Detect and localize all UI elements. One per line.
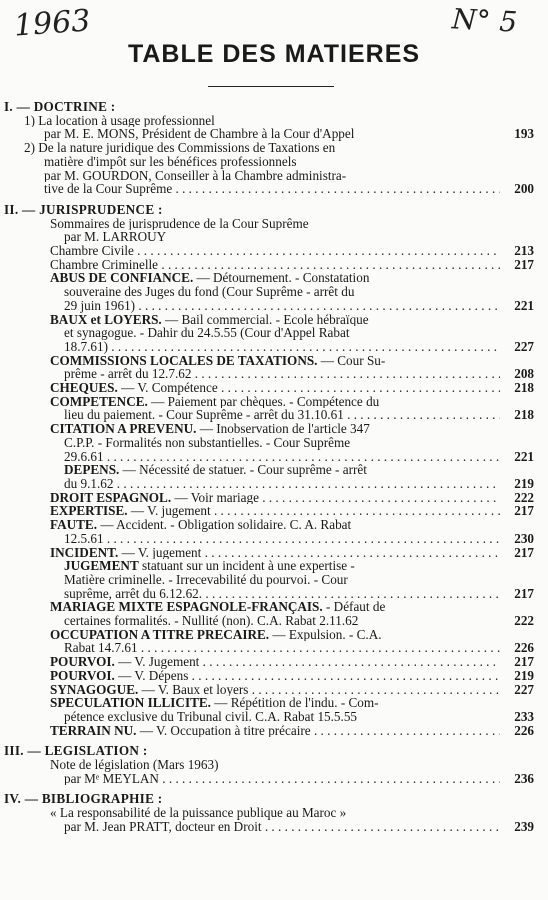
page-number: 200	[514, 181, 534, 197]
toc-entry	[4, 182, 534, 196]
toc-description: et synagogue. - Dahir du 24.5.55 (Cour d'Appel Rabat	[64, 326, 350, 340]
toc-keyword: OCCUPATION A TITRE PRECAIRE.	[50, 627, 270, 642]
page-number: 213	[514, 243, 534, 259]
toc-keyword: DEPENS.	[64, 463, 120, 477]
toc-description: Note de législation (Mars 1963)	[50, 758, 219, 772]
toc-description: 29.6.61	[64, 449, 104, 464]
toc-entry	[4, 436, 534, 450]
toc-entry-text	[64, 463, 367, 477]
toc-keyword: POURVOI.	[50, 655, 115, 669]
page-number: 217	[514, 585, 534, 601]
toc-entry	[4, 299, 534, 313]
toc-entry	[4, 641, 534, 655]
toc-description: du 9.1.62	[64, 476, 114, 491]
toc-entry-text	[50, 422, 370, 436]
page-number: 226	[514, 722, 534, 738]
toc-description: 2) De la nature juridique des Commissions de Taxations en	[24, 141, 336, 155]
toc-entry-text	[50, 546, 500, 560]
toc-description: — Cour Su-	[317, 353, 386, 368]
page-number: 227	[514, 681, 534, 697]
toc-entry	[4, 408, 534, 422]
toc-description: « La responsabilité de la puissance publique au Maroc »	[50, 806, 347, 820]
toc-description: suprême, arrêt du 6.12.62.	[64, 586, 203, 601]
toc-description: Chambre Civile	[50, 244, 134, 258]
toc-entry	[4, 806, 534, 820]
toc-entry	[4, 820, 534, 834]
toc-entry	[4, 127, 534, 141]
toc-description: — V. jugement	[118, 545, 202, 560]
toc-description: par M. Jean PRATT, docteur en Droit	[64, 819, 262, 834]
toc-entry-text	[64, 532, 500, 546]
toc-entry	[4, 758, 534, 772]
toc-entry-text	[50, 724, 500, 738]
toc-entry	[4, 628, 534, 642]
toc-description: par M. E. MONS, Président de Chambre à la Cour d'Appel	[44, 127, 355, 142]
toc-entry-text	[44, 127, 500, 141]
toc-description: par M. GOURDON, Conseiller à la Chambre administra-	[44, 168, 347, 183]
toc-entry-text	[50, 395, 379, 409]
toc-entry	[4, 244, 534, 258]
toc-entry-text	[64, 559, 355, 573]
toc-description: lieu du paiement. - Cour Suprême - arrêt du 31.10.61	[64, 408, 344, 423]
toc-entry	[4, 141, 534, 155]
toc-description: — V. Dépens	[114, 668, 189, 683]
toc-entry-text	[50, 600, 385, 614]
page-number: 219	[514, 667, 534, 683]
toc-entry	[4, 710, 534, 724]
toc-entry	[4, 669, 534, 683]
section-heading: III. — LEGISLATION :	[4, 744, 148, 759]
toc-description: — Expulsion. - C.A.	[269, 627, 382, 642]
toc-entry-text	[64, 408, 500, 422]
toc-description: Sommaires de jurisprudence de la Cour Suprême	[50, 216, 309, 231]
page-number: 217	[514, 256, 534, 272]
toc-keyword: TERRAIN NU.	[50, 723, 137, 738]
toc-description: — Bail commercial. - Ecole hébraïque	[161, 312, 369, 327]
toc-entry-text	[64, 573, 348, 587]
page-number: 221	[514, 448, 534, 464]
toc-description: — Répétition de l'indu. - Com-	[210, 696, 379, 710]
toc-keyword: CITATION A PREVENU.	[50, 422, 197, 436]
toc-entry	[4, 422, 534, 436]
page-title: TABLE DES MATIERES	[127, 40, 421, 68]
toc-entry-text	[50, 491, 500, 505]
page-number: 226	[514, 640, 534, 656]
table-of-contents	[4, 100, 534, 834]
toc-keyword: CHEQUES.	[50, 381, 118, 395]
toc-entry-text	[44, 182, 500, 196]
toc-entry-text	[50, 758, 218, 772]
toc-entry	[4, 463, 534, 477]
toc-entry-text	[64, 285, 354, 299]
toc-entry	[4, 614, 534, 628]
toc-entry-text	[50, 271, 369, 285]
toc-entry	[4, 477, 534, 491]
toc-description: — Voir mariage	[171, 490, 259, 505]
toc-keyword: EXPERTISE.	[50, 504, 128, 519]
toc-entry-text	[50, 669, 500, 683]
toc-entry	[4, 696, 534, 710]
toc-entry-text	[64, 450, 500, 464]
toc-keyword: FAUTE.	[50, 518, 98, 532]
toc-entry	[4, 504, 534, 518]
toc-keyword: DROIT ESPAGNOL.	[50, 490, 172, 505]
toc-entry-text	[50, 806, 346, 820]
page-number: 217	[514, 544, 534, 560]
toc-entry	[4, 573, 534, 587]
page-number: 218	[514, 380, 534, 396]
toc-keyword: INCIDENT.	[50, 545, 119, 560]
toc-description: C.P.P. - Formalités non substantielles. - Cour Suprême	[64, 435, 351, 450]
toc-entry-text	[50, 258, 500, 272]
toc-description: — V. Compétence	[117, 381, 218, 395]
toc-entry-text	[24, 114, 215, 128]
toc-entry-text	[50, 381, 500, 395]
section-heading: IV. — BIBLIOGRAPHIE :	[4, 792, 163, 807]
toc-description: par Mᵉ MEYLAN	[64, 771, 159, 786]
toc-entry-text	[50, 354, 385, 368]
toc-keyword: COMMISSIONS LOCALES DE TAXATIONS.	[50, 353, 318, 368]
page-number: 217	[514, 654, 534, 670]
page-number: 227	[514, 338, 534, 354]
toc-entry	[4, 381, 534, 395]
toc-keyword: SPECULATION ILLICITE.	[50, 696, 211, 710]
page-number: 217	[514, 503, 534, 519]
toc-entry	[4, 340, 534, 354]
toc-description: — V. Jugement	[114, 655, 200, 669]
toc-description: Matière criminelle. - Irrecevabilité du pourvoi. - Cour	[64, 572, 348, 587]
toc-entry-text	[64, 614, 500, 628]
toc-keyword: JUGEMENT	[64, 559, 139, 573]
toc-description: — Accident. - Obligation solidaire. C. A. Rabat	[97, 518, 352, 532]
toc-entry	[4, 169, 534, 183]
toc-description: certaines formalités. - Nullité (non). C.A. Rabat 2.11.62	[64, 614, 359, 628]
toc-entry	[4, 313, 534, 327]
toc-entry-text	[50, 683, 500, 697]
toc-description: Chambre Criminelle	[50, 257, 159, 272]
handwritten-year: 1963	[12, 3, 92, 44]
section-gap	[4, 737, 534, 744]
page-number: 236	[514, 770, 534, 786]
toc-entry-text	[64, 436, 350, 450]
toc-description: — V. Occupation à titre précaire	[136, 723, 311, 738]
toc-description: — V. Baux et loyers	[138, 682, 249, 697]
toc-entry-text	[50, 504, 500, 518]
toc-entry	[4, 683, 534, 697]
toc-description: — Nécessité de statuer. - Cour suprême - arrêt	[119, 463, 367, 477]
toc-description: — Détournement. - Constatation	[193, 271, 370, 286]
toc-entry	[4, 367, 534, 381]
toc-entry-text	[64, 772, 500, 786]
toc-entry-text	[44, 155, 297, 169]
toc-description: prême - arrêt du 12.7.62	[64, 367, 192, 382]
toc-entry	[4, 114, 534, 128]
toc-entry-text	[64, 230, 166, 244]
toc-entry	[4, 258, 534, 272]
toc-entry-text	[50, 518, 351, 532]
toc-description: - Défaut de	[322, 600, 386, 615]
page-number: 221	[514, 297, 534, 313]
toc-entry	[4, 230, 534, 244]
toc-entry-text	[50, 313, 369, 327]
toc-entry	[4, 587, 534, 601]
toc-description: par M. LARROUY	[64, 230, 167, 245]
section-gap	[4, 196, 534, 203]
toc-entry-text	[64, 587, 500, 601]
toc-description: Rabat 14.7.61	[64, 641, 138, 656]
toc-entry-text	[44, 169, 346, 183]
page-number: 233	[514, 708, 534, 724]
page-number: 222	[514, 613, 534, 629]
toc-entry-text	[64, 326, 349, 340]
toc-description: matière d'impôt sur les bénéfices professionnels	[44, 154, 297, 169]
toc-entry-text	[24, 141, 335, 155]
toc-description: pétence exclusive du Tribunal civil. C.A. Rabat 15.5.55	[64, 709, 358, 724]
toc-keyword: BAUX et LOYERS.	[50, 312, 162, 327]
toc-entry	[4, 155, 534, 169]
title-underline	[208, 86, 334, 87]
toc-entry	[4, 395, 534, 409]
page-number: 218	[514, 407, 534, 423]
page-number: 230	[514, 530, 534, 546]
toc-entry	[4, 559, 534, 573]
toc-entry	[4, 518, 534, 532]
section-gap	[4, 785, 534, 792]
toc-entry	[4, 546, 534, 560]
toc-keyword: ABUS DE CONFIANCE.	[50, 271, 194, 286]
toc-entry-text	[50, 696, 379, 710]
page-number: 208	[514, 366, 534, 382]
handwritten-issue-number: N° 5	[451, 2, 519, 39]
toc-entry-text	[64, 340, 500, 354]
page-number: 193	[514, 126, 534, 142]
toc-entry-text	[64, 299, 500, 313]
toc-entry	[4, 217, 534, 231]
toc-entry	[4, 285, 534, 299]
toc-keyword: POURVOI.	[50, 668, 115, 683]
toc-entry	[4, 532, 534, 546]
toc-description: 1) La location à usage professionnel	[24, 113, 215, 128]
toc-description: souveraine des Juges du fond (Cour Suprême - arrêt du	[64, 285, 355, 299]
toc-description: — Inobservation de l'article 347	[196, 422, 370, 436]
toc-entry	[4, 772, 534, 786]
toc-keyword: SYNAGOGUE.	[50, 682, 139, 697]
page-number: 219	[514, 475, 534, 491]
toc-entry	[4, 491, 534, 505]
toc-entry	[4, 354, 534, 368]
toc-description: tive de la Cour Suprême	[44, 182, 173, 196]
toc-description: statuant sur un incident à une expertise -	[138, 559, 355, 573]
toc-keyword: MARIAGE MIXTE ESPAGNOLE-FRANÇAIS.	[50, 600, 323, 615]
section-heading: II. — JURISPRUDENCE :	[4, 202, 163, 217]
toc-entry-text	[50, 217, 309, 231]
toc-entry-text	[64, 641, 500, 655]
toc-entry-text	[64, 820, 500, 834]
toc-entry	[4, 600, 534, 614]
toc-entry-text	[50, 655, 500, 669]
toc-entry-text	[50, 244, 500, 258]
toc-entry-text	[50, 628, 382, 642]
toc-entry-text	[64, 367, 500, 381]
toc-entry	[4, 655, 534, 669]
page-number: 239	[514, 818, 534, 834]
toc-description: 12.5.61	[64, 531, 104, 546]
toc-entry	[4, 724, 534, 738]
toc-entry-text	[64, 477, 500, 491]
page-number: 222	[514, 489, 534, 505]
toc-entry	[4, 450, 534, 464]
toc-description: — V. jugement	[127, 504, 211, 519]
toc-entry-text	[64, 710, 500, 724]
toc-description: — Paiement par chèques. - Compétence du	[147, 394, 380, 409]
toc-description: 29 juin 1961)	[64, 298, 136, 313]
toc-description: 18.7.61)	[64, 339, 108, 354]
section-heading: I. — DOCTRINE :	[4, 100, 116, 114]
toc-entry	[4, 326, 534, 340]
toc-keyword: COMPETENCE.	[50, 394, 148, 409]
toc-entry	[4, 271, 534, 285]
